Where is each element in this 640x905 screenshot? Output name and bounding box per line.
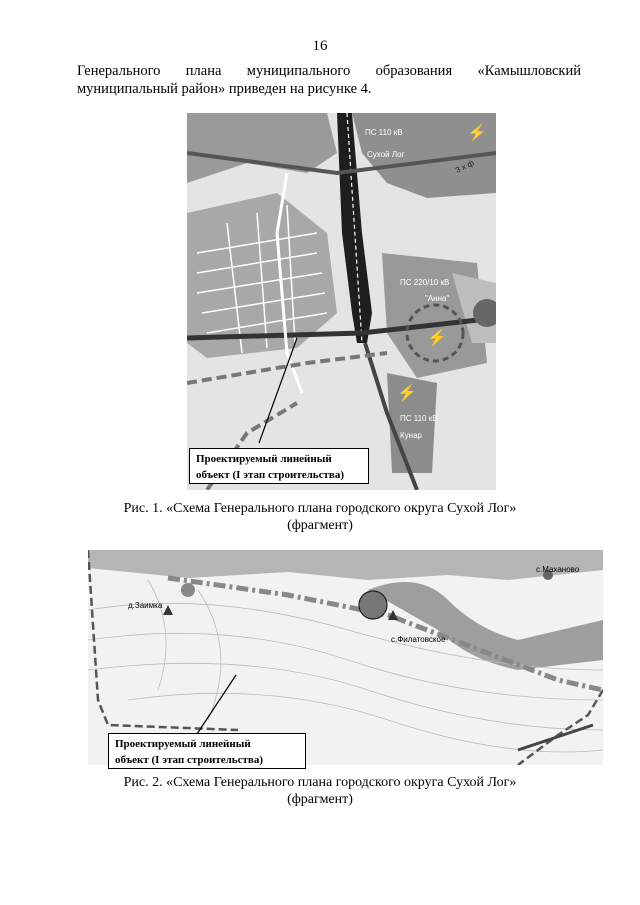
map-label: с.Филатовское <box>391 635 446 644</box>
figure2-caption <box>0 774 640 808</box>
figure1-caption <box>0 500 640 534</box>
callout-line: объект (I этап строительства) <box>196 469 344 481</box>
svg-text:⚡: ⚡ <box>397 385 417 402</box>
map-label: ПС 110 кВ <box>400 414 438 423</box>
map-label: Сухой Лог <box>367 150 405 159</box>
intro-word: муниципального <box>246 63 351 79</box>
caption-line: Рис. 1. «Схема Генерального плана городского округа Сухой Лог» <box>123 501 517 516</box>
callout-line: Проектируемый линейный <box>196 453 332 465</box>
caption-line: (фрагмент) <box>287 518 353 533</box>
callout-line: объект (I этап строительства) <box>115 754 263 766</box>
intro-word: Генерального <box>77 63 161 79</box>
figure1-callout <box>189 448 369 484</box>
intro-paragraph <box>77 62 581 98</box>
map-label: 3 х ф <box>454 158 476 175</box>
map-label: ПС 110 кВ <box>365 128 403 137</box>
map-label: Кунар <box>400 431 422 440</box>
intro-word: плана <box>185 63 222 79</box>
map-label: д.Заимка <box>128 601 163 610</box>
intro-word: образования <box>375 63 453 79</box>
map-label: "Анна" <box>425 294 450 303</box>
caption-line: (фрагмент) <box>287 792 353 807</box>
figure1-map <box>187 113 496 490</box>
intro-line-2: муниципальный район» приведен на рисунке 4. <box>77 81 372 97</box>
map-label: с.Маханово <box>536 565 580 574</box>
caption-line: Рис. 2. «Схема Генерального плана городского округа Сухой Лог» <box>123 775 517 790</box>
svg-text:⚡: ⚡ <box>427 330 447 347</box>
page-number: 16 <box>312 38 328 54</box>
figure2-callout <box>108 733 306 769</box>
svg-text:⚡: ⚡ <box>467 125 487 142</box>
callout-line: Проектируемый линейный <box>115 738 251 750</box>
map-label: ПС 220/10 кВ <box>400 278 450 287</box>
intro-line-1 <box>77 62 581 80</box>
figure1-map-graphic <box>187 113 496 490</box>
intro-word: «Камышловский <box>477 63 581 79</box>
